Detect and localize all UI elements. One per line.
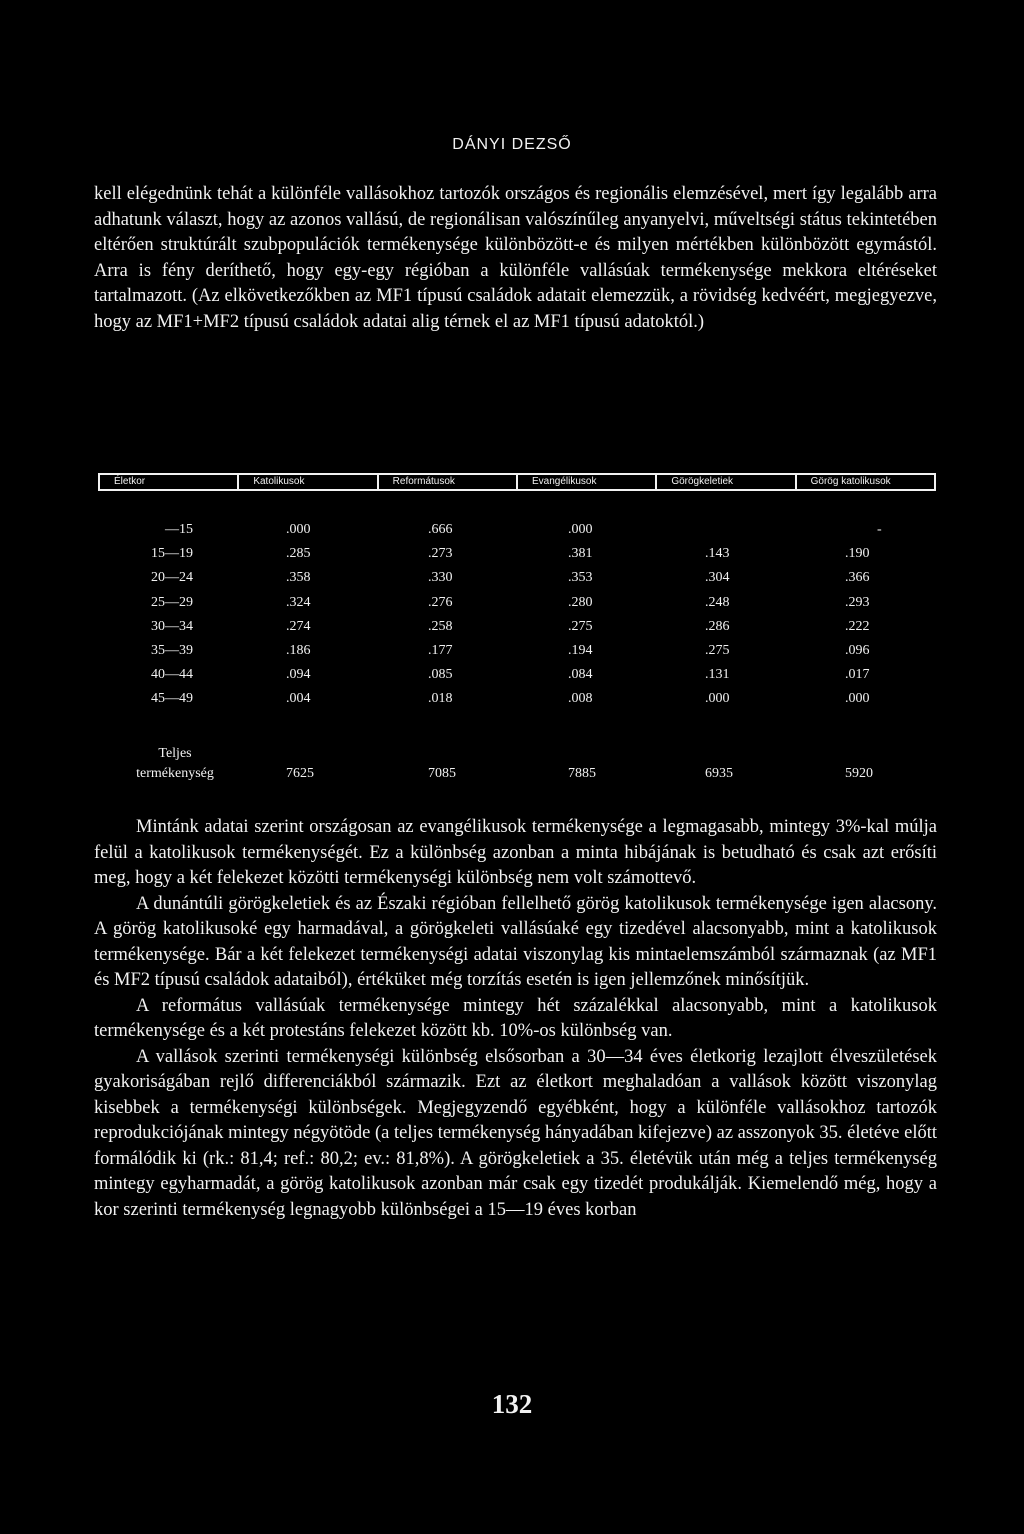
- table-cell-age: 40—44: [151, 667, 193, 683]
- table-cell: .094: [286, 667, 311, 683]
- table-cell: .273: [428, 546, 453, 562]
- table-cell: .190: [845, 546, 870, 562]
- fertility-table-body: [0, 518, 1024, 712]
- table-cell: .017: [845, 667, 870, 683]
- total-label-line-1: Teljes: [158, 746, 192, 761]
- table-cell: .258: [428, 618, 453, 634]
- table-cell-age: 45—49: [151, 691, 193, 707]
- table-cell: .186: [286, 642, 311, 658]
- table-cell: .276: [428, 594, 453, 610]
- body-paragraph: A református vallásúak termékenysége mintegy hét százalékkal alacsonyabb, mint a katolikusok termékenysége és a két protestáns felekezet között kb. 10%-os különbség van.: [94, 995, 937, 1041]
- page-number: 132: [491, 1389, 533, 1419]
- table-cell: .353: [568, 570, 593, 586]
- table-header-row: [98, 473, 936, 491]
- total-label-line-2: termékenység: [136, 766, 214, 781]
- column-header-catholics: Katolikusok: [239, 475, 378, 489]
- table-row: [0, 591, 1024, 615]
- table-cell: .274: [286, 618, 311, 634]
- table-cell: .194: [568, 642, 593, 658]
- table-cell: .304: [705, 570, 730, 586]
- table-row: [0, 542, 1024, 566]
- table-cell: .381: [568, 546, 593, 562]
- table-cell: .358: [286, 570, 311, 586]
- table-cell: .008: [568, 691, 593, 707]
- running-head: DÁNYI DEZSŐ: [452, 136, 572, 153]
- total-value-reformed: 7085: [428, 766, 456, 781]
- table-cell: .096: [845, 642, 870, 658]
- table-cell: .131: [705, 667, 730, 683]
- total-value-lutherans: 7885: [568, 766, 596, 781]
- body-text-block: [94, 815, 937, 1223]
- table-row: [0, 663, 1024, 687]
- table-cell: .000: [845, 691, 870, 707]
- table-cell: .177: [428, 642, 453, 658]
- column-header-reformed: Reformátusok: [379, 475, 518, 489]
- table-cell-age: 15—19: [151, 546, 193, 562]
- table-cell: .000: [705, 691, 730, 707]
- table-cell-age: 20—24: [151, 570, 193, 586]
- body-paragraph-intro: kell elégednünk tehát a különféle vallásokhoz tartozók országos és regionális elemzésével, mert így legalább arra adhatunk választ, hogy az azonos vallású, de regionálisan valószínűleg anyanyelvi, műveltségi státus tekintetében eltérően struktúrált szubpopulációk termékenysége különbözött-e és milyen mértékben különbözött egymástól. Arra is fény deríthető, hogy egy-egy régióban a különféle vallásúak termékenysége mekkora eltéréseket tartalmazott. (Az elkövetkezőkben az MF1 típusú családok adatait elemezzük, a rövidség kedvéért, megjegyezve, hogy az MF1+MF2 típusú családok adatai alig térnek el az MF1 típusú adatoktól.): [94, 184, 937, 332]
- table-cell: .275: [568, 618, 593, 634]
- table-cell: .285: [286, 546, 311, 562]
- total-value-orthodox: 6935: [705, 766, 733, 781]
- table-cell: .222: [845, 618, 870, 634]
- table-cell: -: [877, 522, 882, 537]
- table-cell: .666: [428, 522, 453, 537]
- table-cell-age: 35—39: [151, 642, 193, 658]
- table-cell: .324: [286, 594, 311, 610]
- total-value-greek-catholics: 5920: [845, 766, 873, 781]
- table-row: [0, 639, 1024, 663]
- column-header-orthodox: Görögkeletiek: [657, 475, 796, 489]
- table-cell: .143: [705, 546, 730, 562]
- column-header-lutherans: Evangélikusok: [518, 475, 657, 489]
- table-cell: .330: [428, 570, 453, 586]
- table-cell: .280: [568, 594, 593, 610]
- column-header-age: Életkor: [100, 475, 239, 489]
- body-paragraph: A dunántúli görögkeletiek és az Északi régióban fellelhető görög katolikusok termékenysége igen alacsony. A görög katolikusoké egy harmadával, a görögkeleti vallásúaké egy tizedével alacsonyabb, mint a katolikusok termékenysége. Bár a két felekezet termékenységi adatai viszonylag kis mintaelemszámból származnak (az MF1 és MF2 típusú családok adataiból), értéküket még torzítás esetén is igen jellemzőnek minősítjük.: [94, 893, 937, 990]
- table-total-row: [0, 744, 1024, 792]
- table-cell: .085: [428, 667, 453, 683]
- body-paragraph: A vallások szerinti termékenységi különbség elsősorban a 30—34 éves életkorig lezajlott élveszületések gyakoriságában rejlő differenciákból származik. Ezt az életkort meghaladóan a vallások között viszonylag kisebbek a termékenységi különbségek. Megjegyzendő egyébként, hogy a különféle vallásokhoz tartozók reprodukciójának mintegy négyötöde (a teljes termékenység hányadában kifejezve) az asszonyok 35. életéve előtt formálódik ki (rk.: 81,4; ref.: 80,2; ev.: 81,8%). A görögkeletiek a 35. életévük után még a teljes termékenység mintegy egyharmadát, a görög katolikusok azonban már csak egy tizedét produkálják. Kiemelendő még, hogy a kor szerinti termékenység legnagyobb különbségei a 15—19 éves korban: [94, 1046, 937, 1220]
- table-cell: .084: [568, 667, 593, 683]
- table-cell-age: 30—34: [151, 618, 193, 634]
- table-cell: .018: [428, 691, 453, 707]
- total-fertility-label: [110, 744, 240, 784]
- total-value-catholics: 7625: [286, 766, 314, 781]
- table-cell: .248: [705, 594, 730, 610]
- body-paragraph: Mintánk adatai szerint országosan az evangélikusok termékenysége a legmagasabb, mintegy 3%-kal múlja felül a katolikusok termékenységét. Ez a különbség azonban a minta hibájának is betudható és csak azt erősíti meg, hogy a két felekezet közötti termékenységi különbség nem volt számottevő.: [94, 817, 937, 888]
- table-cell: .000: [286, 522, 311, 537]
- table-cell: .286: [705, 618, 730, 634]
- table-cell: .004: [286, 691, 311, 707]
- table-cell: .000: [568, 522, 593, 537]
- table-row: [0, 687, 1024, 711]
- table-cell-age: —15: [165, 522, 193, 537]
- table-row: [0, 518, 1024, 542]
- column-header-greek-catholics: Görög katolikusok: [810, 476, 891, 487]
- table-cell-age: 25—29: [151, 594, 193, 610]
- table-cell: .293: [845, 594, 870, 610]
- table-row: [0, 615, 1024, 639]
- table-cell: .275: [705, 642, 730, 658]
- table-cell: .366: [845, 570, 870, 586]
- table-row: [0, 566, 1024, 590]
